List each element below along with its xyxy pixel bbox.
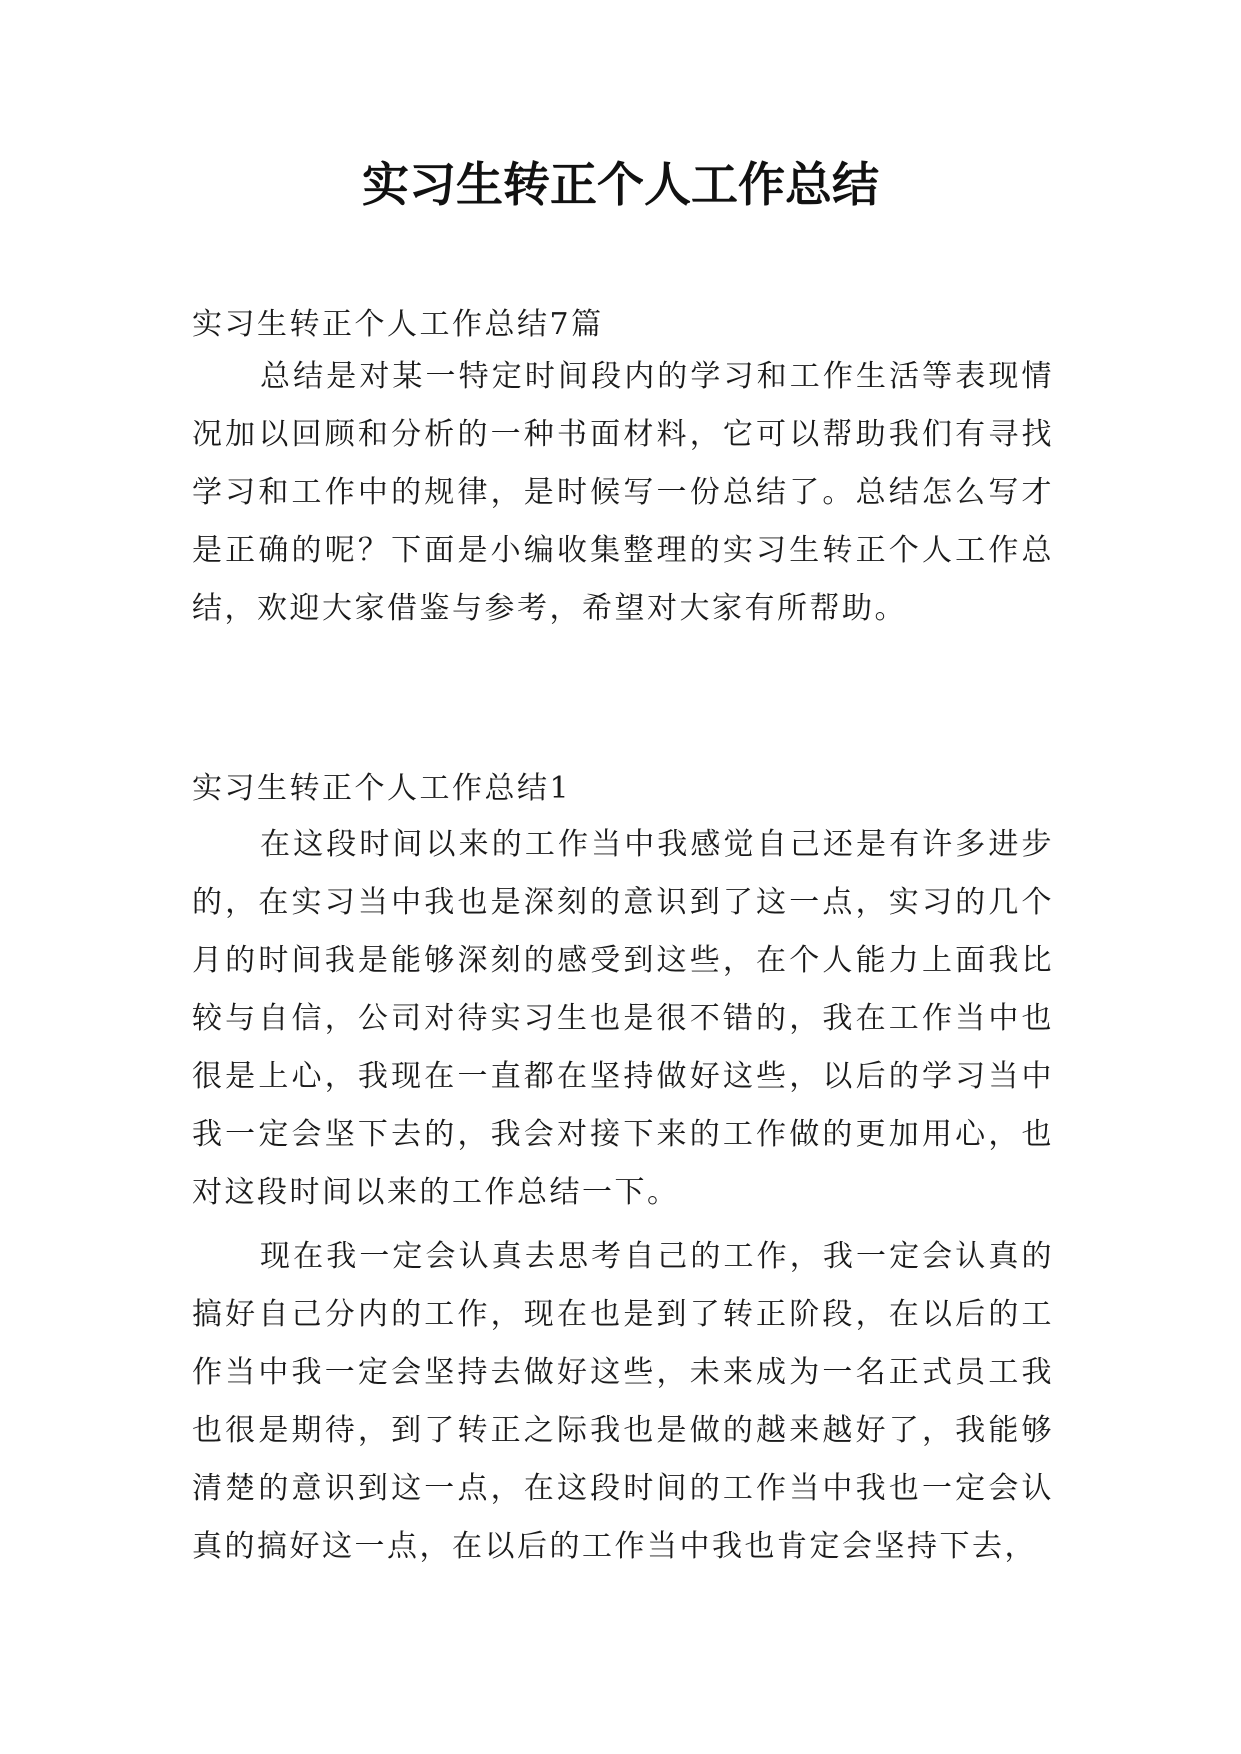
document-title: 实习生转正个人工作总结: [362, 158, 879, 213]
body-paragraph: 在这段时间以来的工作当中我感觉自己还是有许多进步的，在实习当中我也是深刻的意识到了这一点，实习的几个月的时间我是能够深刻的感受到这些，在个人能力上面我比较与自信，公司对待实习生也是很不错的，我在工作当中也很是上心，我现在一直都在坚持做好这些，以后的学习当中我一定会坚下去的，我会对接下来的工作做的更加用心，也对这段时间以来的工作总结一下。: [192, 827, 1054, 1210]
intro-paragraph: 总结是对某一特定时间段内的学习和工作生活等表现情况加以回顾和分析的一种书面材料，它可以帮助我们有寻找学习和工作中的规律，是时候写一份总结了。总结怎么写才是正确的呢？下面是小编收集整理的实习生转正个人工作总结，欢迎大家借鉴与参考，希望对大家有所帮助。: [192, 359, 1054, 626]
body-paragraph: 现在我一定会认真去思考自己的工作，我一定会认真的搞好自己分内的工作，现在也是到了转正阶段，在以后的工作当中我一定会坚持去做好这些，未来成为一名正式员工我也很是期待，到了转正之际我也是做的越来越好了，我能够清楚的意识到这一点，在这段时间的工作当中我也一定会认真的搞好这一点，在以后的工作当中我也肯定会坚持下去，: [192, 1239, 1054, 1564]
section-heading: 实习生转正个人工作总结1: [192, 771, 572, 806]
document-subtitle: 实习生转正个人工作总结7篇: [192, 307, 604, 342]
